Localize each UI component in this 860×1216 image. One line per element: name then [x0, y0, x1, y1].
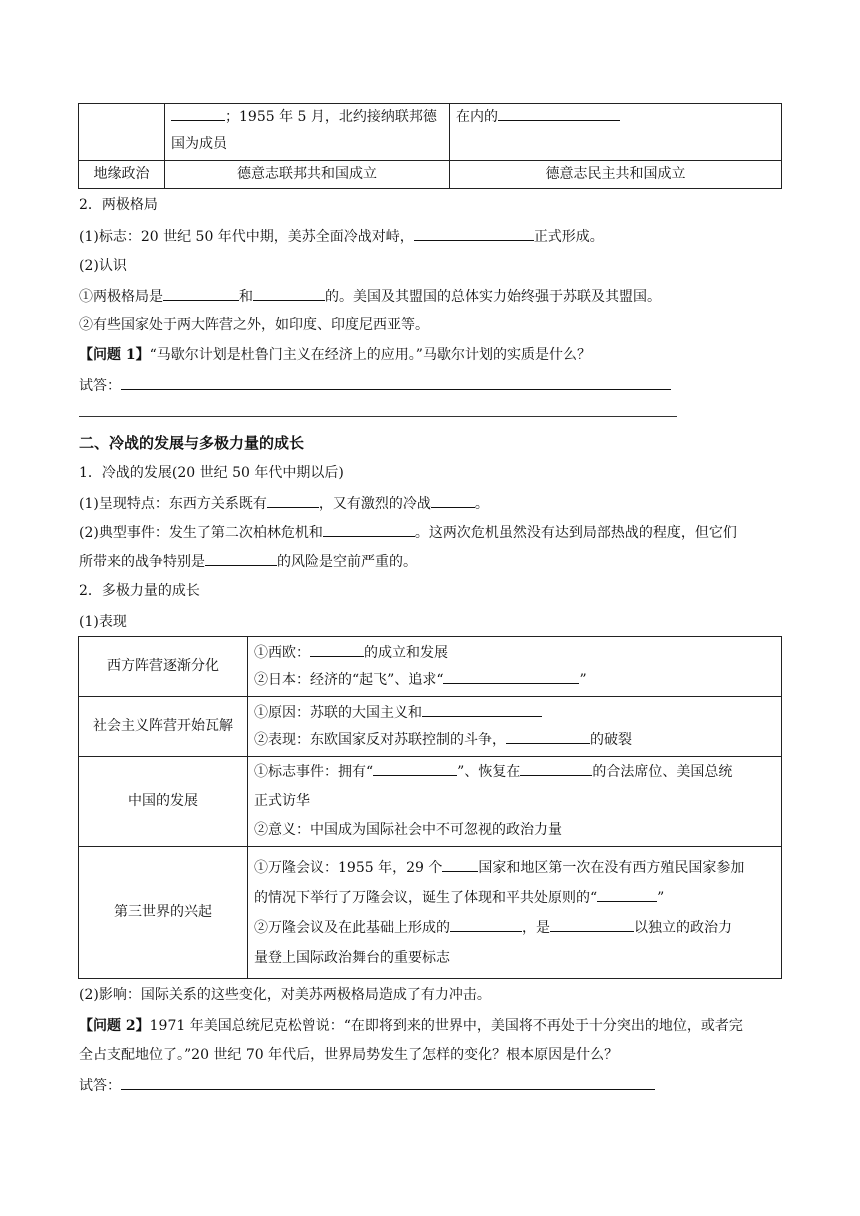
blank	[443, 669, 579, 684]
table-cell-west	[165, 104, 450, 161]
text: 的破裂	[590, 731, 632, 748]
paragraph-events-cont	[79, 551, 417, 572]
table-cell-west-detail	[248, 637, 782, 697]
blank	[450, 917, 522, 932]
table-cell-gdr: 德意志民主共和国成立	[450, 161, 782, 189]
text: 的风险是空前严重的。	[277, 554, 417, 570]
text: 的成立和发展	[364, 644, 448, 661]
text: ，又有激烈的冷战	[318, 496, 431, 512]
table-cell-east	[450, 104, 782, 161]
blank	[163, 286, 239, 301]
text: 的。美国及其盟国的总体实力始终强于苏联及其盟国。	[325, 289, 661, 305]
text: 。这两次危机虽然没有达到局部热战的程度，但它们	[414, 525, 737, 541]
answer-label: 试答：	[79, 378, 121, 394]
question-text: 1971 年美国总统尼克松曾说：“在即将到来的世界中，美国将不再处于十分突出的地位，或者完	[149, 1018, 743, 1034]
blank	[498, 106, 620, 121]
table-cell-thirdworld-detail	[248, 847, 782, 979]
table-text: 国为成员	[171, 136, 227, 152]
answer-line-1	[79, 375, 671, 396]
section-title-bipolar: 2．两极格局	[79, 197, 158, 213]
blank	[431, 493, 475, 508]
text: (1)标志：20 世纪 50 年代中期，美苏全面冷战对峙，	[79, 229, 414, 245]
text: 。	[474, 496, 489, 512]
text: ①西欧：	[254, 644, 310, 661]
question-2-cont: 全占支配地位了。”20 世纪 70 年代后，世界局势发生了怎样的变化？根本原因是什么？	[79, 1047, 619, 1063]
text: 国家和地区第一次在没有西方殖民国家参加	[478, 859, 745, 876]
blank	[520, 761, 592, 776]
text: ”	[657, 889, 665, 906]
text: 量登上国际政治舞台的重要标志	[254, 949, 450, 966]
text: ①两极格局是	[79, 289, 163, 305]
question-tag: 【问题 1】	[79, 347, 150, 363]
text: ”	[579, 671, 587, 688]
text: ①标志事件：拥有“	[254, 764, 374, 780]
table-label-geopolitics: 地缘政治	[79, 161, 165, 189]
paragraph-bipolar-relative	[79, 286, 661, 307]
table-multipolar	[78, 636, 782, 979]
blank	[550, 917, 634, 932]
table-cell-empty	[79, 104, 165, 161]
table-bloc-comparison	[78, 103, 782, 189]
section-heading-2: 二、冷战的发展与多极力量的成长	[79, 434, 305, 452]
blank	[310, 642, 364, 657]
text: ①原因：苏联的大国主义和	[254, 704, 422, 721]
question-2	[79, 1016, 743, 1036]
paragraph-events	[79, 522, 737, 543]
table-cell-china-detail	[248, 757, 782, 847]
blank	[414, 226, 534, 241]
text: (1)呈现特点：东西方关系既有	[79, 496, 267, 512]
text: 的情况下举行了万隆会议，诞生了体现和平共处原则的“	[254, 889, 598, 906]
table-label-socialist: 社会主义阵营开始瓦解	[79, 697, 248, 757]
table-cell-socialist-detail	[248, 697, 782, 757]
answer-line-2	[79, 1075, 655, 1096]
blank	[205, 551, 277, 566]
table-text: ；1955 年 5 月，北约接纳联邦德	[225, 109, 437, 125]
text: ”、恢复在	[457, 764, 521, 780]
paragraph-bipolar-sign	[79, 226, 604, 247]
table-text: 在内的	[456, 109, 498, 125]
answer-blank[interactable]	[121, 1075, 655, 1090]
blank	[442, 857, 478, 872]
answer-blank[interactable]	[121, 375, 671, 390]
question-1	[79, 345, 591, 365]
text: ，是	[522, 919, 550, 936]
paragraph-nonaligned: ②有些国家处于两大阵营之外，如印度、印度尼西亚等。	[79, 317, 429, 333]
paragraph-manifestation: (1)表现	[79, 614, 127, 630]
blank	[323, 522, 415, 537]
text: 正式访华	[254, 793, 310, 809]
blank	[373, 761, 457, 776]
table-label-thirdworld: 第三世界的兴起	[79, 847, 248, 979]
table-label-west: 西方阵营逐渐分化	[79, 637, 248, 697]
paragraph-recognition: (2)认识	[79, 258, 127, 274]
text: 和	[239, 289, 253, 305]
text: ①万隆会议：1955 年，29 个	[254, 859, 443, 876]
table-cell-frg: 德意志联邦共和国成立	[165, 161, 450, 189]
blank	[253, 286, 325, 301]
blank	[597, 887, 657, 902]
blank	[267, 493, 319, 508]
text: 以独立的政治力	[634, 919, 732, 936]
text: 正式形成。	[533, 229, 604, 245]
text: ②万隆会议及在此基础上形成的	[254, 919, 450, 936]
question-tag: 【问题 2】	[79, 1018, 150, 1034]
text: (2)典型事件：发生了第二次柏林危机和	[79, 525, 323, 541]
paragraph-impact: (2)影响：国际关系的这些变化，对美苏两极格局造成了有力冲击。	[79, 987, 491, 1003]
subsection-title-coldwar: 1．冷战的发展(20 世纪 50 年代中期以后)	[79, 465, 344, 481]
question-text: “马歇尔计划是杜鲁门主义在经济上的应用。”马歇尔计划的实质是什么？	[149, 347, 591, 363]
blank	[422, 702, 542, 717]
answer-label: 试答：	[79, 1078, 121, 1094]
blank	[506, 729, 590, 744]
answer-rule[interactable]	[79, 416, 677, 417]
paragraph-features	[79, 493, 489, 514]
text: ②意义：中国成为国际社会中不可忽视的政治力量	[254, 822, 562, 838]
subsection-title-multipolar: 2．多极力量的成长	[79, 583, 200, 599]
blank	[171, 106, 225, 121]
text: ②日本：经济的“起飞”、追求“	[254, 671, 444, 688]
text: ②表现：东欧国家反对苏联控制的斗争，	[254, 731, 506, 748]
table-label-china: 中国的发展	[79, 757, 248, 847]
text: 所带来的战争特别是	[79, 554, 205, 570]
text: 的合法席位、美国总统	[592, 764, 733, 780]
